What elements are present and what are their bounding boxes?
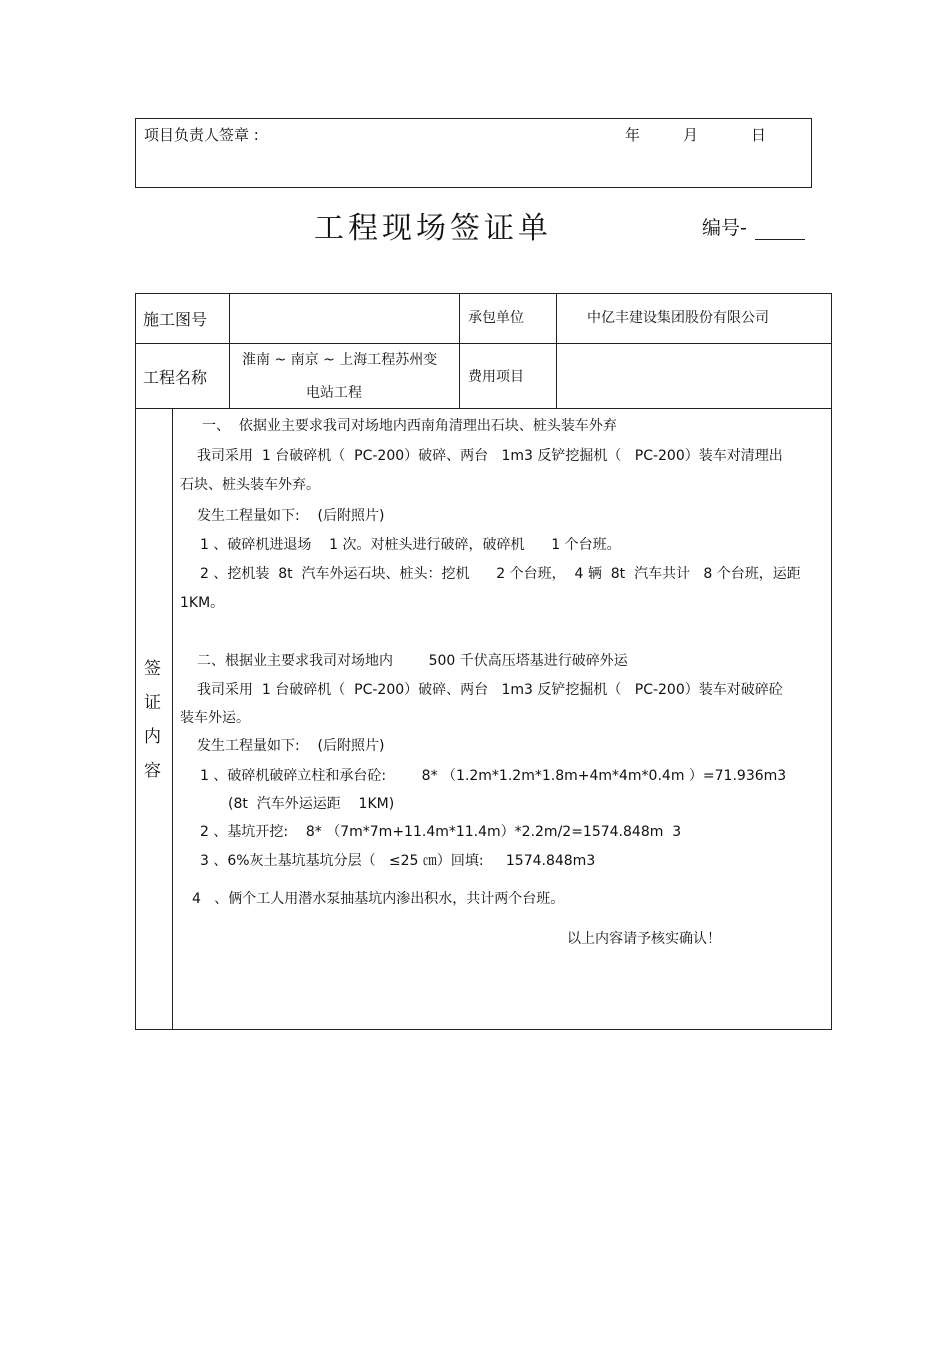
content-line: 装车外运。 bbox=[180, 710, 250, 726]
page-title: 工程现场签证单 bbox=[314, 211, 552, 246]
content-line: 1KM。 bbox=[180, 595, 225, 611]
content-line: 二、根据业主要求我司对场地内 500 千伏高压塔基进行破碎外运 bbox=[197, 653, 628, 669]
signature-label: 项目负责人签章 : bbox=[144, 126, 259, 144]
content-line: 3 、6%灰土基坑基坑分层（ ≤25 ㎝）回填: 1574.848m3 bbox=[200, 853, 596, 869]
content-line: 一、 依据业主要求我司对场地内西南角清理出石块、桩头装车外弃 bbox=[202, 418, 617, 434]
project-name-line1: 淮南 ~ 南京 ~ 上海工程苏州变 bbox=[242, 352, 438, 368]
content-line: 我司采用 1 台破碎机（ PC-200）破碎、两台 1m3 反铲挖掘机（ PC-200）装车对破碎砼 bbox=[197, 682, 783, 698]
column-divider bbox=[459, 293, 460, 408]
row-divider bbox=[135, 343, 832, 344]
project-name-label: 工程名称 bbox=[143, 368, 208, 387]
serial-number-label: 编号- bbox=[702, 217, 747, 239]
content-label-char: 签 bbox=[144, 659, 161, 679]
column-divider bbox=[172, 408, 173, 1030]
content-line: 1 、破碎机破碎立柱和承台砼: 8* （1.2m*1.2m*1.8m+4m*4m*0.4m ）=71.936m3 bbox=[200, 768, 787, 784]
project-name-line2: 电站工程 bbox=[306, 385, 362, 401]
content-line: 以上内容请予核实确认！ bbox=[567, 931, 721, 947]
content-label-char: 容 bbox=[144, 761, 161, 781]
drawing-number-label: 施工图号 bbox=[143, 310, 208, 329]
content-line: 石块、桩头装车外弃。 bbox=[180, 477, 320, 493]
content-line: 2 、基坑开挖: 8* （7m*7m+11.4m*11.4m）*2.2m/2=1574.848m 3 bbox=[200, 824, 682, 840]
content-line: 发生工程量如下: (后附照片) bbox=[197, 738, 385, 754]
content-line: (8t 汽车外运运距 1KM) bbox=[228, 796, 395, 812]
column-divider bbox=[556, 293, 557, 408]
column-divider bbox=[229, 293, 230, 408]
contractor-value: 中亿丰建设集团股份有限公司 bbox=[587, 310, 769, 326]
date-month-label: 月 bbox=[683, 126, 699, 144]
cost-item-label: 费用项目 bbox=[468, 369, 524, 385]
content-line: 2 、挖机装 8t 汽车外运石块、桩头：挖机 2 个台班， 4 辆 8t 汽车共计 8 个台班，运距 bbox=[200, 566, 801, 582]
content-line: 发生工程量如下: (后附照片) bbox=[197, 508, 385, 524]
content-label-char: 内 bbox=[144, 727, 161, 747]
row-divider bbox=[135, 408, 832, 409]
serial-number-blank bbox=[755, 239, 805, 240]
date-year-label: 年 bbox=[625, 126, 641, 144]
contractor-label: 承包单位 bbox=[468, 310, 524, 326]
content-line: 4 、俩个工人用潜水泵抽基坑内渗出积水，共计两个台班。 bbox=[192, 891, 565, 907]
content-line: 我司采用 1 台破碎机（ PC-200）破碎、两台 1m3 反铲挖掘机（ PC-200）装车对清理出 bbox=[197, 448, 783, 464]
content-label-char: 证 bbox=[144, 693, 161, 713]
content-line: 1 、破碎机进退场 1 次。对桩头进行破碎，破碎机 1 个台班。 bbox=[200, 537, 621, 553]
date-day-label: 日 bbox=[751, 126, 767, 144]
